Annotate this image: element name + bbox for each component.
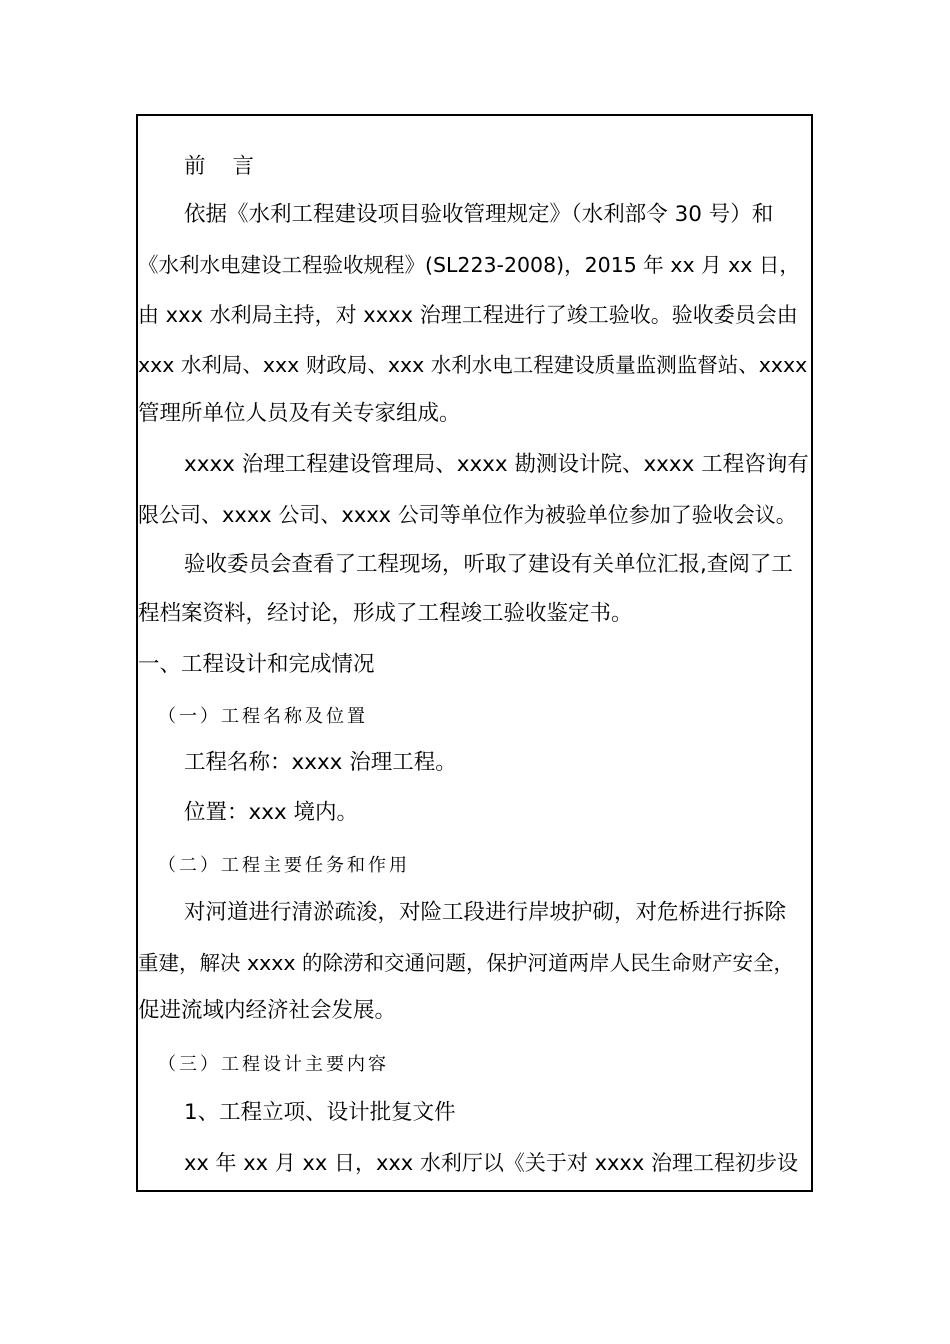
paragraph-line: 重建，解决 xxxx 的除涝和交通问题，保护河道两岸人民生命财产安全， (138, 951, 795, 975)
section-heading: 一、工程设计和完成情况 (138, 652, 375, 677)
subsection-heading: （二）工程主要任务和作用 (158, 855, 410, 876)
paragraph-line: 对河道进行清淤疏浚，对险工段进行岸坡护砌，对危桥进行拆除 (184, 900, 787, 925)
paragraph-line: 1、工程立项、设计批复文件 (184, 1100, 456, 1125)
paragraph-line: 促进流域内经济社会发展。 (138, 998, 397, 1023)
paragraph-line: xxx 水利局、xxx 财政局、xxx 水利水电工程建设质量监测监督站、xxxx (138, 353, 808, 377)
paragraph-line: 位置：xxx 境内。 (184, 800, 359, 825)
paragraph-line: 限公司、xxxx 公司、xxxx 公司等单位作为被验单位参加了验收会议。 (138, 503, 797, 527)
paragraph-line: 由 xxx 水利局主持，对 xxxx 治理工程进行了竣工验收。验收委员会由 (138, 303, 798, 327)
paragraph-line: 管理所单位人员及有关专家组成。 (138, 401, 461, 426)
paragraph-line: xx 年 xx 月 xx 日，xxx 水利厅以《关于对 xxxx 治理工程初步设 (184, 1151, 798, 1175)
paragraph-line: 依据《水利工程建设项目验收管理规定》（水利部令 30 号）和 (184, 202, 774, 227)
subsection-heading: （一）工程名称及位置 (158, 706, 368, 727)
subsection-heading: （三）工程设计主要内容 (158, 1054, 389, 1075)
paragraph-line: 《水利水电建设工程验收规程》(SL223-2008)，2015 年 xx 月 xx 日， (138, 253, 800, 277)
paragraph-line: 验收委员会查看了工程现场，听取了建设有关单位汇报,查阅了工 (184, 552, 793, 577)
document-frame (136, 114, 813, 1192)
paragraph-line: 工程名称：xxxx 治理工程。 (184, 750, 457, 775)
paragraph-line: xxxx 治理工程建设管理局、xxxx 勘测设计院、xxxx 工程咨询有 (184, 452, 809, 477)
paragraph-line: 程档案资料，经讨论，形成了工程竣工验收鉴定书。 (138, 601, 633, 626)
preface-heading: 前 言 (184, 154, 264, 179)
